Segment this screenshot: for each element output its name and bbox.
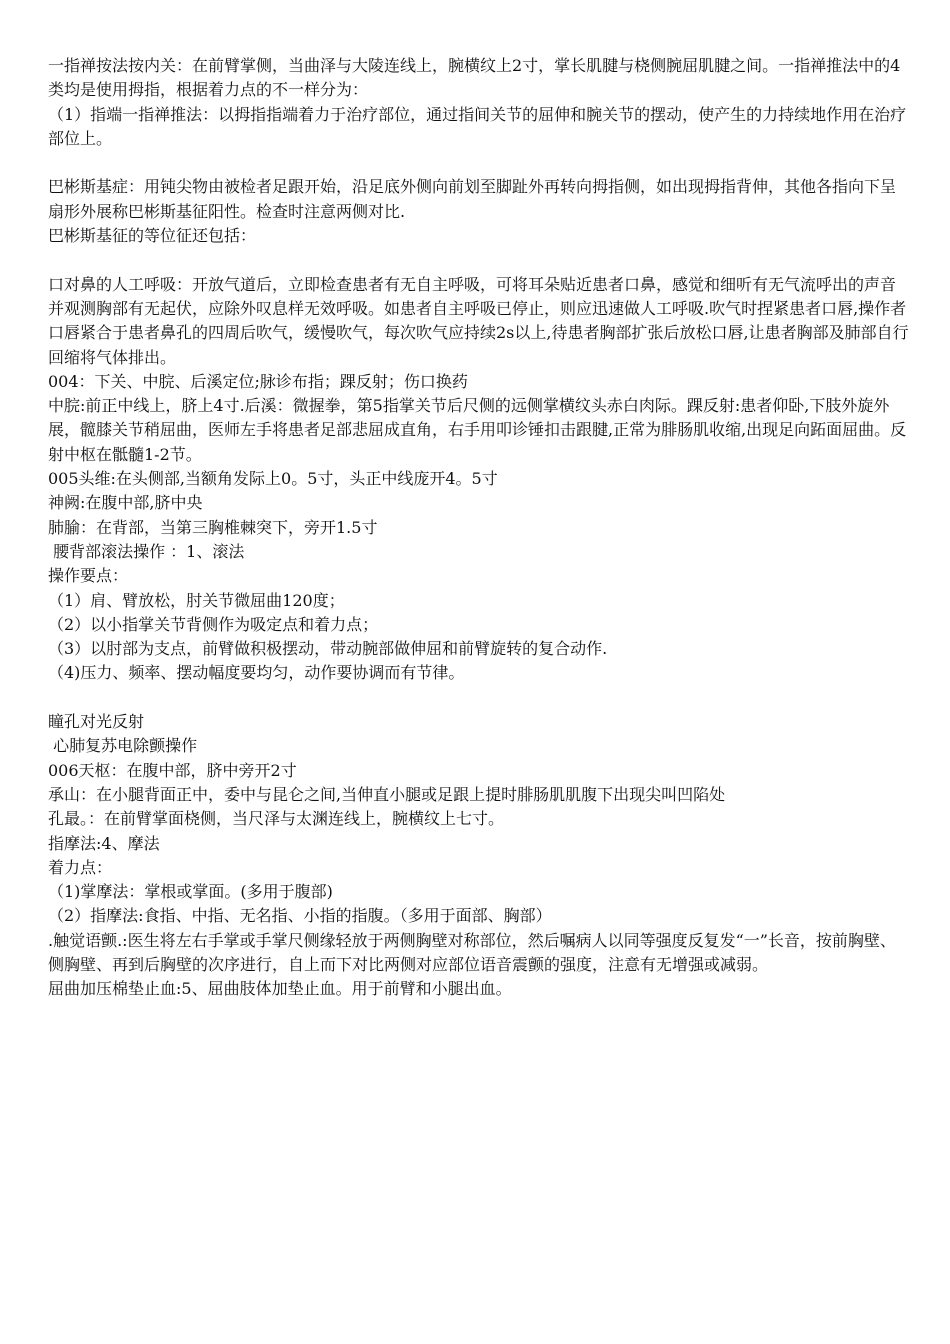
paragraph-shenque: 神阙:在腹中部,脐中央 xyxy=(48,493,203,513)
paragraph-kongzui: 孔最。：在前臂掌面桡侧，当尺泽与太渊连线上，腕横纹上七寸。 xyxy=(48,809,505,829)
paragraph-feishu: 肺腧：在背部，当第三胸椎棘突下，旁开1.5寸 xyxy=(48,517,378,537)
paragraph-gunfa-heading: 腰背部滚法操作 ：1、滚法 xyxy=(48,541,245,561)
paragraph-zhangmofa: （1)掌摩法：掌根或掌面。(多用于腹部) xyxy=(48,882,333,902)
paragraph-operation-points: 操作要点： xyxy=(48,566,129,586)
paragraph-flexion-hemostasis: 屈曲加压棉垫止血:5、屈曲肢体加垫止血。用于前臂和小腿出血。 xyxy=(48,979,512,999)
paragraph-point-3: （3）以肘部为支点，前臂做积极摆动，带动腕部做伸屈和前臂旋转的复合动作. xyxy=(48,639,608,659)
paragraph-pupil-reflex: 瞳孔对光反射 xyxy=(48,712,145,732)
blank-line xyxy=(48,248,910,272)
paragraph-mouth-to-nose: 口对鼻的人工呼吸：开放气道后，立即检查患者有无自主呼吸，可将耳朵贴近患者口鼻，感觉和细听有无气流呼出的声音并观测胸部有无起伏，应除外叹息样无效呼吸。如患者自主呼吸已停止，则应迅速做人工呼吸.吹气时捏紧患者口唇,操作者口唇紧合于患者鼻孔的四周后吹气，缓慢吹气，每次吹气应持续2s以上,待患者胸部扩张后放松口唇,让患者胸部及肺部自行回缩将气体排出。 xyxy=(48,274,909,367)
paragraph-005-touwei: 005头维:在头侧部,当额角发际上0。5寸，头正中线庞开4。5寸 xyxy=(48,469,498,489)
paragraph-chengshan: 承山：在小腿背面正中，委中与昆仑之间,当伸直小腿或足跟上提时腓肠肌肌腹下出现尖叫凹陷处 xyxy=(48,784,726,804)
paragraph-zhimofa-heading: 指摩法:4、摩法 xyxy=(48,833,160,853)
blank-line xyxy=(48,686,910,710)
paragraph-point-4: （4)压力、频率、摆动幅度要均匀，动作要协调而有节律。 xyxy=(48,663,465,683)
paragraph-zhiduan-tuifa: （1）指端一指禅推法：以拇指指端着力于治疗部位，通过指间关节的屈伸和腕关节的摆动，使产生的力持续地作用在治疗部位上。 xyxy=(48,104,907,148)
paragraph-babinski: 巴彬斯基症：用钝尖物由被检者足跟开始，沿足底外侧向前划至脚趾外再转向拇指侧，如出现拇指背伸，其他各指向下呈扇形外展称巴彬斯基征阳性。检查时注意两侧对比. xyxy=(48,177,897,221)
paragraph-defibrillation: 心肺复苏电除颤操作 xyxy=(48,736,198,756)
paragraph-006-tianshu: 006天枢：在腹中部，脐中旁开2寸 xyxy=(48,760,297,780)
paragraph-004-heading: 004：下关、中脘、后溪定位;脉诊布指；踝反射；伤口换药 xyxy=(48,371,468,391)
paragraph-tactile-fremitus: .触觉语颤.:医生将左右手掌或手掌尺侧缘轻放于两侧胸壁对称部位，然后嘱病人以同等强度反复发“一”长音，按前胸壁、侧胸壁、再到后胸壁的次序进行，自上而下对比两侧对应部位语音震颤的强度，注意有无增强或减弱。 xyxy=(48,930,896,974)
paragraph-babinski-equivalents: 巴彬斯基征的等位征还包括： xyxy=(48,226,257,246)
paragraph-point-2: （2）以小指掌关节背侧作为吸定点和着力点； xyxy=(48,614,379,634)
paragraph-force-point: 着力点： xyxy=(48,857,113,877)
paragraph-zhongwan-houxi: 中脘:前正中线上，脐上4寸.后溪：微握拳，第5指掌关节后尺侧的远侧掌横纹头赤白肉际。踝反射:患者仰卧,下肢外旋外展，髋膝关节稍屈曲，医师左手将患者足部悲屈成直角，右手用叩诊锤扣击跟腱,正常为腓肠肌收缩,出现足向跖面屈曲。反射中枢在骶髓1-2节。 xyxy=(48,396,907,464)
document-page xyxy=(48,54,910,1002)
paragraph-yizhichan-neiguan: 一指禅按法按内关：在前臂掌侧，当曲泽与大陵连线上，腕横纹上2寸，掌长肌腱与桡侧腕屈肌腱之间。一指禅推法中的4类均是使用拇指，根据着力点的不一样分为： xyxy=(48,56,901,100)
paragraph-point-1: （1）肩、臂放松，肘关节微屈曲120度； xyxy=(48,590,345,610)
paragraph-zhimofa: （2）指摩法:食指、中指、无名指、小指的指腹。（多用于面部、胸部） xyxy=(48,906,552,926)
blank-line xyxy=(48,151,910,175)
